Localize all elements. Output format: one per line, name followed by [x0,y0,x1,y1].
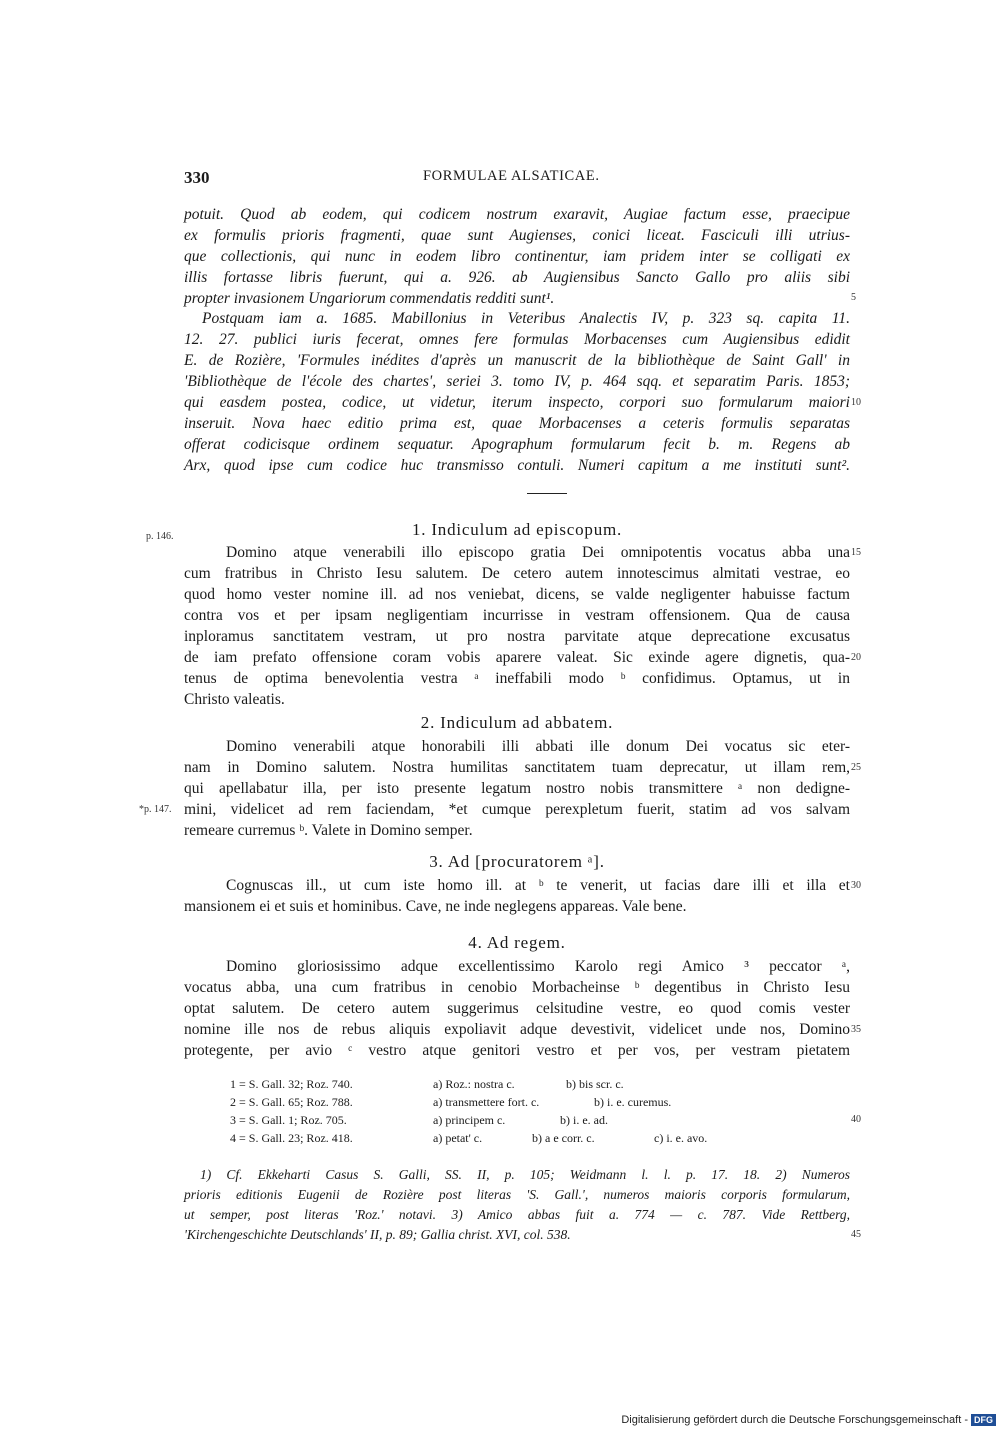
intro-line: Postquam iam a. 1685. Mabillonius in Veteribus Analectis IV, p. 323 sq. capita 11. [202,310,850,327]
text-line: vocatus abba, una cum fratribus in cenobio Morbacheinse ᵇ degentibus in Christo Iesu [184,979,850,996]
intro-line: 12. 27. publici iuris fecerat, omnes fere formulas Morbacenses cum Augiensibus edidit [184,331,850,348]
apparatus-ref: 4 = S. Gall. 23; Roz. 418. [230,1131,353,1145]
line-number: 10 [851,397,861,408]
intro-line: potuit. Quod ab eodem, qui codicem nostrum exaravit, Augiae factum esse, praecipue [184,206,850,223]
text-line: Domino venerabili atque honorabili illi abbati ille donum Dei vocatus sic eter- [226,738,850,755]
text-line: Domino gloriosissimo adque excellentissimo Karolo regi Amico ³ peccator ᵃ, [226,958,850,975]
line-number: 35 [851,1024,861,1035]
apparatus-ref: 2 = S. Gall. 65; Roz. 788. [230,1095,353,1109]
footnote-line: prioris editionis Eugenii de Rozière post literas 'S. Gall.', numeros maioris corporis formularum, [184,1187,850,1202]
text-line: mini, videlicet ad rem faciendam, *et cumque perexpletum fuerit, statim ad vos salvam [184,801,850,818]
apparatus-note: a) Roz.: nostra c. [433,1077,515,1091]
credit-text: Digitalisierung gefördert durch die Deutsche Forschungsgemeinschaft - [621,1414,968,1426]
line-number: 25 [851,762,861,773]
text-line: Christo valeatis. [184,691,285,708]
footnote-line: 1) Cf. Ekkeharti Casus S. Galli, SS. II, p. 105; Weidmann l. l. p. 17. 18. 2) Numeros [200,1167,850,1182]
page-ref-marker: *p. 147. [139,804,172,815]
text-line: optat salutem. De cetero autem suggerimus celsitudine vestre, eo quod comis vester [184,1000,850,1017]
dfg-logo-icon: DFG [971,1414,996,1426]
text-line: Cognuscas ill., ut cum iste homo ill. at ᵇ te venerit, ut facias dare illi et illa et [226,877,850,894]
intro-line: propter invasionem Ungariorum commendatis redditi sunt¹. [184,290,555,307]
footnote-line: ut semper, post literas 'Roz.' notavi. 3) Amico abbas fuit a. 774 — c. 787. Vide Rettberg, [184,1207,850,1222]
text-line: nam in Domino salutem. Nostra humilitas sanctitatem tuam deprecatur, ut illam rem, [184,759,850,776]
section-heading: 3. Ad [procuratorem ᵃ]. [429,852,605,871]
footnote-line: 'Kirchengeschichte Deutschlands' II, p. 89; Gallia christ. XVI, col. 538. [184,1227,571,1242]
intro-line: que collectionis, qui nunc in eodem libro continentur, iam pridem inter se colligati ex [184,248,850,265]
text-line: inploramus sanctitatem vestram, ut pro nostra parvitate atque deprecatione excusatus [184,628,850,645]
apparatus-note: b) i. e. curemus. [594,1095,672,1109]
section-heading: 1. Indiculum ad episcopum. [411,520,623,539]
line-number: 40 [851,1114,861,1125]
section-heading: 2. Indiculum ad abbatem. [420,713,614,732]
text-line: de iam prefato offensione coram vobis aparere valeat. Sic exinde agere dignetis, qua- [184,649,850,666]
line-number: 15 [851,547,861,558]
text-line: qui apellabatur illa, per isto presente legatum nostro nobis transmittere ᵃ non dedigne- [184,780,850,797]
intro-line: 'Bibliothèque de l'école des chartes', seriei 3. tomo IV, p. 464 sqq. et separatim Paris. 1853; [184,373,850,390]
apparatus-note: a) principem c. [433,1113,506,1127]
digitization-credit [621,1414,996,1426]
text-line: quod homo vester nomine ill. ad nos veniebat, dicens, se valde negligenter habuisse factum [184,586,850,603]
intro-line: ex formulis prioris fragmenti, quae sunt Augienses, conici liceat. Fasciculi illi utrius- [184,227,850,244]
intro-line: illis fortasse libris fuerunt, qui a. 926. ab Augiensibus Sancto Gallo pro aliis sibi [184,269,850,286]
apparatus-note: b) i. e. ad. [560,1113,608,1127]
line-number: 45 [851,1229,861,1240]
page-ref-marker: p. 146. [146,531,174,542]
apparatus-ref: 1 = S. Gall. 32; Roz. 740. [230,1077,353,1091]
apparatus-note: c) i. e. avo. [654,1131,708,1145]
intro-line: Arx, quod ipse cum codice huc transmisso contuli. Numeri capitum a me instituti sunt². [184,457,850,474]
line-number: 5 [851,292,856,303]
section-heading: 4. Ad regem. [468,933,566,952]
page-number: 330 [184,168,210,187]
intro-line: inseruit. Nova haec editio prima est, quae Morbacenses a ceteris formulis separatas [184,415,850,432]
apparatus-note: a) petat' c. [433,1131,483,1145]
text-line: remeare curremus ᵇ. Valete in Domino semper. [184,822,473,839]
running-title: FORMULAE ALSATICAE. [423,168,600,184]
intro-line: offerat codicisque ordinem sequatur. Apographum formularum fecit b. m. Regens ab [184,436,850,453]
text-line: protegente, per avio ᶜ vestro atque genitori vestro et per vos, per vestram pietatem [184,1042,850,1059]
text-line: contra vos et per ipsam negligentiam incurrisse in vestram offensionem. Qua de causa [184,607,850,624]
text-line: Domino atque venerabili illo episcopo gratia Dei omnipotentis vocatus abba una [226,544,850,561]
line-number: 20 [851,652,861,663]
apparatus-note: b) bis scr. c. [566,1077,624,1091]
text-line: tenus de optima benevolentia vestra ᵃ ineffabili modo ᵇ confidimus. Optamus, ut in [184,670,850,687]
apparatus-note: a) transmettere fort. c. [433,1095,540,1109]
text-line: mansionem ei et suis et hominibus. Cave, ne inde neglegens appareas. Vale bene. [184,898,687,915]
intro-line: E. de Rozière, 'Formules inédites d'après un manuscrit de la bibliothèque de Saint Gall' in [184,352,850,369]
text-line: cum fratribus in Christo Iesu salutem. De cetero autem innotescimus almitati vestrae, eo [184,565,850,582]
apparatus-ref: 3 = S. Gall. 1; Roz. 705. [230,1113,347,1127]
section-divider [527,493,567,494]
intro-line: qui easdem postea, codice, ut videtur, iterum inspecto, corpori suo formularum maiori [184,394,850,411]
line-number: 30 [851,880,861,891]
text-line: nomine ille nos de rebus aliquis expoliavit adque devestivit, videlicet unde nos, Domino [184,1021,850,1038]
apparatus-note: b) a e corr. c. [532,1131,595,1145]
